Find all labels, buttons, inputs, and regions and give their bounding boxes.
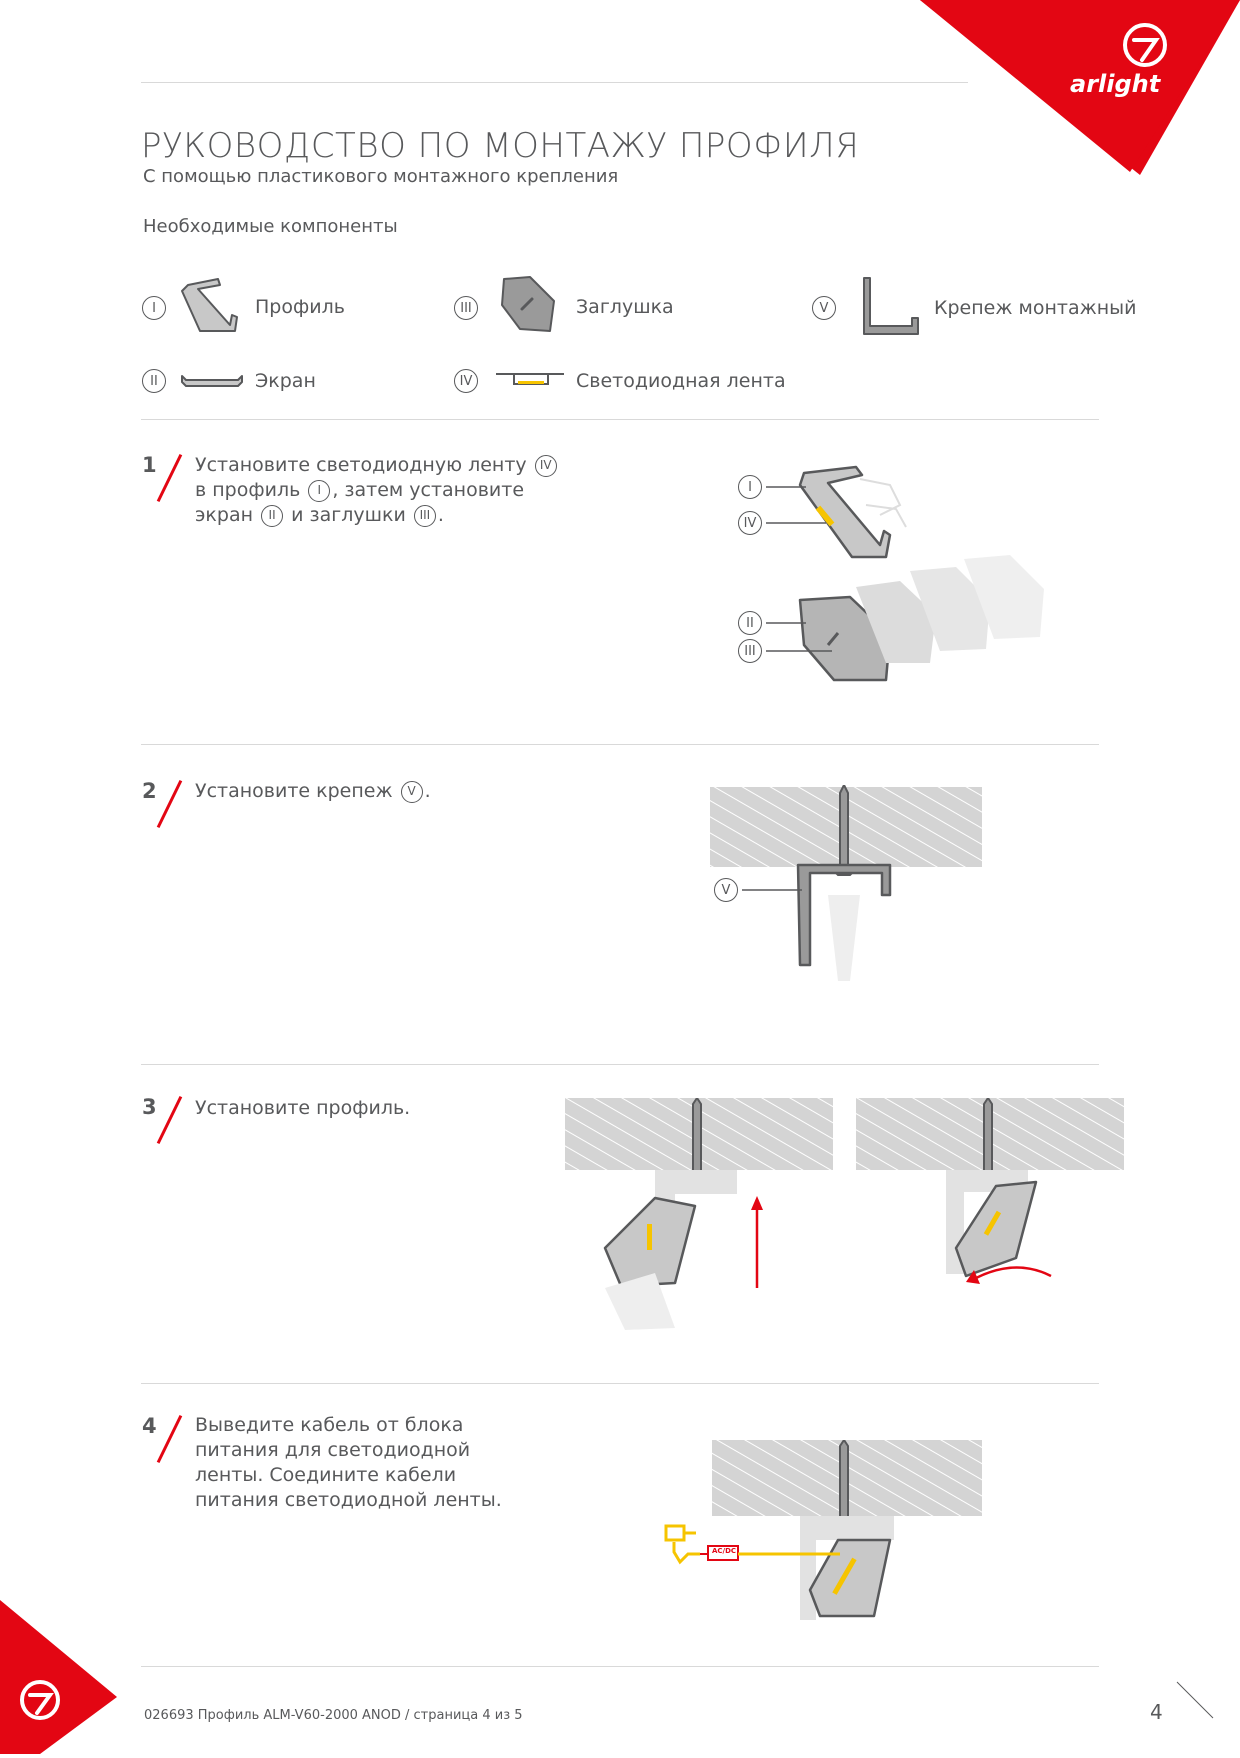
numeral-badge: V — [812, 296, 836, 320]
step-slash — [157, 1096, 182, 1144]
led-strip-icon — [494, 370, 566, 390]
step-instruction: Установите светодиодную ленту IV в профиль I , затем установите экран II и заглушки III . — [195, 453, 575, 528]
step-number: 4 — [142, 1414, 157, 1438]
section-divider — [141, 744, 1099, 745]
brand-corner-bottom — [0, 1600, 120, 1754]
numeral-badge: III — [454, 296, 478, 320]
page-title: РУКОВОДСТВО ПО МОНТАЖУ ПРОФИЛЯ — [141, 126, 860, 166]
components-heading: Необходимые компоненты — [143, 216, 398, 237]
step3-illustration-right — [856, 1098, 1126, 1298]
step-slash — [157, 780, 182, 828]
callout-badge: IV — [738, 511, 762, 535]
page-corner-mark — [1175, 1680, 1215, 1720]
brand-corner-top — [920, 0, 1240, 175]
component-label: Светодиодная лента — [576, 370, 786, 392]
step3-illustration-left — [565, 1098, 835, 1338]
end-cap-icon — [500, 275, 556, 333]
step4-illustration — [660, 1440, 990, 1630]
component-label: Экран — [255, 370, 316, 392]
psu-label: AC/DC — [711, 1547, 737, 1555]
numeral-badge: II — [261, 505, 283, 527]
step-number: 2 — [142, 779, 157, 803]
numeral-badge: IV — [535, 455, 557, 477]
component-label: Заглушка — [576, 296, 674, 318]
numeral-badge: I — [308, 480, 330, 502]
mounting-bracket-icon — [860, 276, 920, 338]
section-divider — [141, 419, 1099, 420]
header-divider — [141, 82, 968, 83]
step2-illustration — [710, 785, 990, 985]
footer-doc-info: 026693 Профиль ALM-V60-2000 ANOD / страница 4 из 5 — [144, 1708, 523, 1723]
callout-badge: I — [738, 475, 762, 499]
numeral-badge: III — [414, 505, 436, 527]
page-subtitle: С помощью пластикового монтажного крепления — [143, 166, 619, 187]
step-instruction: Выведите кабель от блока питания для светодиодной ленты. Соедините кабели питания светодиодной ленты. — [195, 1414, 502, 1511]
step-number: 3 — [142, 1095, 157, 1119]
callout-badge: III — [738, 639, 762, 663]
component-label: Профиль — [255, 296, 345, 318]
step1-illustration — [740, 465, 1060, 695]
step-slash — [157, 1415, 182, 1463]
step-slash — [157, 454, 182, 502]
step-number: 1 — [142, 453, 157, 477]
callout-badge: II — [738, 611, 762, 635]
footer-divider — [141, 1666, 1099, 1667]
numeral-badge: I — [142, 296, 166, 320]
component-label: Крепеж монтажный — [934, 297, 1137, 319]
step-instruction: Установите профиль. — [195, 1097, 411, 1119]
brand-logo-text: arlight — [1070, 70, 1161, 98]
profile-icon — [180, 275, 242, 335]
page-number: 4 — [1150, 1700, 1163, 1724]
screen-icon — [180, 370, 244, 390]
numeral-badge: V — [401, 781, 423, 803]
section-divider — [141, 1064, 1099, 1065]
numeral-badge: IV — [454, 369, 478, 393]
section-divider — [141, 1383, 1099, 1384]
callout-badge: V — [714, 878, 738, 902]
numeral-badge: II — [142, 369, 166, 393]
step-instruction: Установите крепеж V . — [195, 780, 431, 802]
